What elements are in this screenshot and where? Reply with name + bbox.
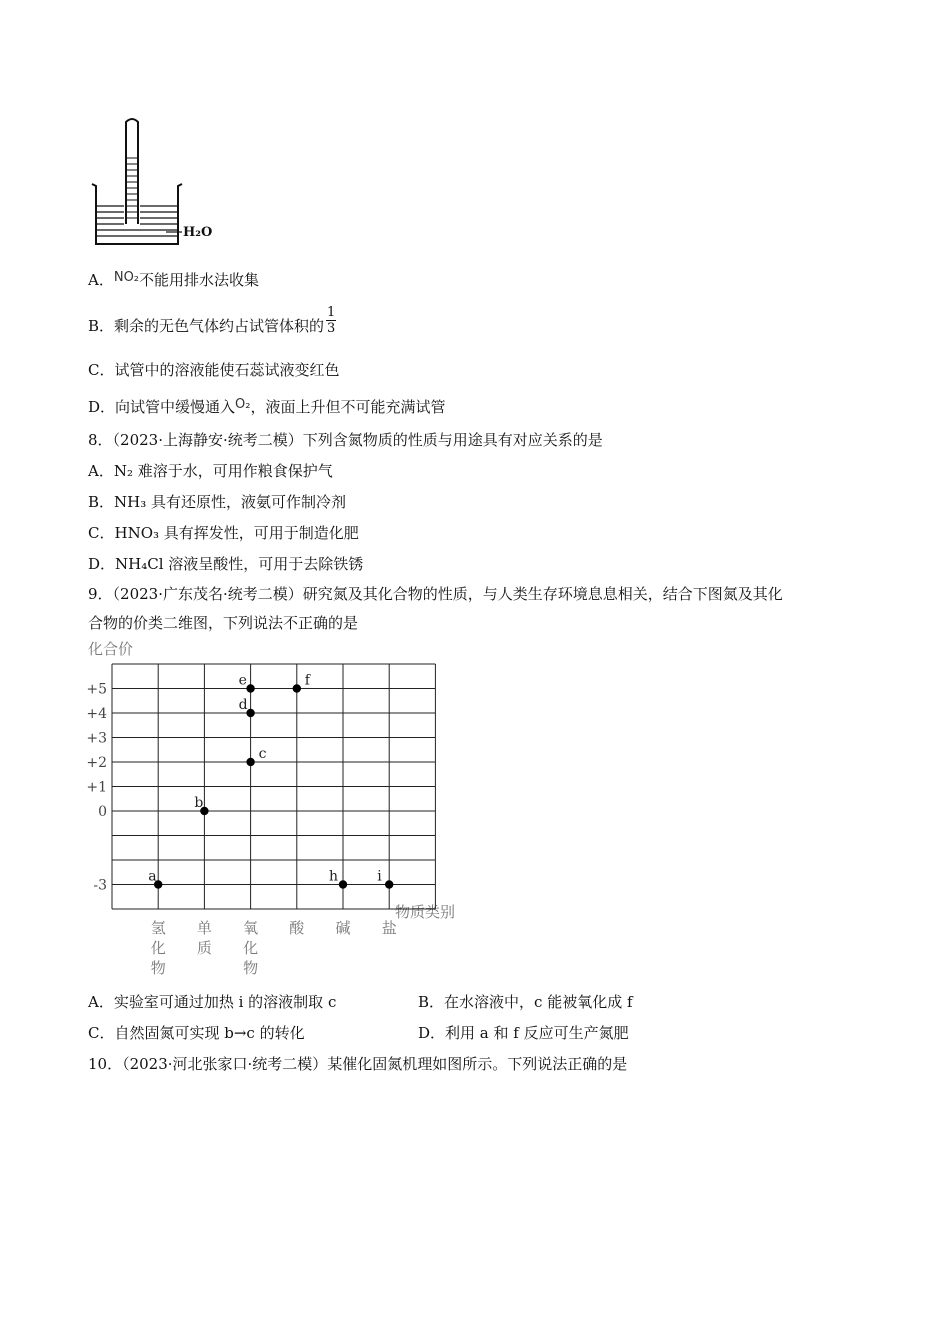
test-tube-beaker-figure — [86, 114, 216, 250]
q9-options-row2 — [88, 1023, 888, 1043]
point-label: h — [329, 868, 339, 885]
q9-stem-line1: 9．（2023·广东茂名·统考二模）研究氮及其化合物的性质，与人类生存环境息息相关，结合下图氮及其化 — [88, 585, 783, 603]
data-point-h — [339, 880, 347, 888]
y-tick-label: -3 — [93, 877, 107, 894]
q8-stem: 8．（2023·上海静安·统考二模）下列含氮物质的性质与用途具有对应关系的是 — [88, 431, 603, 449]
data-point-d — [246, 709, 254, 717]
option-text: 在水溶液中，c 能被氧化成 f — [444, 993, 633, 1011]
q8-option-c — [88, 523, 359, 543]
x-axis-label: 物质类别 — [395, 903, 456, 921]
x-category-label: 碱 — [335, 919, 351, 937]
formula-o2: O₂ — [235, 397, 251, 412]
point-label: c — [258, 746, 267, 762]
x-category-label: 化 — [243, 939, 259, 957]
option-text: 实验室可通过加热 i 的溶液制取 c — [113, 993, 337, 1011]
option-text: NH₃ 具有还原性，液氨可作制冷剂 — [114, 493, 347, 511]
x-category-label: 氧 — [243, 919, 259, 937]
option-letter: A． — [88, 462, 114, 480]
valence-class-chart — [80, 634, 480, 984]
option-text: 向试管中缓慢通入 — [115, 398, 236, 416]
option-letter: A． — [88, 271, 114, 289]
point-label: f — [304, 672, 310, 689]
option-letter: B． — [418, 993, 445, 1011]
x-category-label: 盐 — [381, 919, 397, 937]
q9-option-b — [418, 992, 633, 1012]
data-points — [148, 673, 393, 889]
option-letter: D． — [418, 1024, 446, 1042]
x-category-label: 氢 — [150, 919, 166, 937]
x-category-label: 物 — [150, 959, 166, 977]
x-category-label: 化 — [150, 939, 166, 957]
q7-option-a — [88, 268, 259, 290]
option-letter: B． — [88, 317, 115, 335]
option-letter: C． — [88, 361, 115, 379]
option-text: NH₄Cl 溶液呈酸性，可用于去除铁锈 — [115, 555, 364, 573]
fraction-one-third — [326, 305, 336, 336]
option-letter: C． — [88, 1024, 115, 1042]
x-category-label: 质 — [196, 939, 212, 957]
x-category-labels — [151, 919, 397, 977]
data-point-i — [385, 880, 393, 888]
y-tick-label: 0 — [98, 804, 107, 820]
x-category-label: 单 — [196, 919, 212, 937]
chart-grid — [112, 664, 435, 909]
option-letter: D． — [88, 555, 116, 573]
option-text: 试管中的溶液能使石蕊试液变红色 — [114, 361, 340, 379]
point-label: b — [194, 795, 204, 811]
water-label: H₂O — [183, 225, 213, 240]
q9-option-d — [418, 1023, 629, 1043]
y-axis-label: 化合价 — [88, 640, 134, 658]
point-label: e — [238, 672, 247, 689]
option-text: 不能用排水法收集 — [139, 271, 260, 289]
y-tick-labels — [86, 682, 107, 894]
q9-options-row1 — [88, 992, 888, 1012]
option-text: 自然固氮可实现 b→c 的转化 — [114, 1024, 305, 1042]
option-text: HNO₃ 具有挥发性，可用于制造化肥 — [114, 524, 359, 542]
data-point-f — [293, 684, 301, 692]
point-label: a — [148, 868, 157, 885]
y-tick-label: +1 — [86, 779, 107, 796]
option-text: 利用 a 和 f 反应可生产氮肥 — [445, 1024, 629, 1042]
q8-option-b — [88, 492, 346, 512]
option-text: N₂ 难溶于水，可用作粮食保护气 — [113, 462, 333, 480]
y-tick-label: +2 — [86, 755, 107, 771]
q8-option-a — [88, 461, 333, 481]
y-tick-label: +4 — [86, 706, 107, 722]
q9-stem-line2: 合物的价类二维图，下列说法不正确的是 — [88, 614, 359, 632]
x-category-label: 物 — [243, 959, 259, 977]
y-tick-label: +5 — [86, 681, 107, 698]
q7-option-d — [88, 395, 446, 417]
option-letter: A． — [88, 993, 114, 1011]
formula-no2: NO₂ — [113, 270, 140, 285]
option-text: ，液面上升但不可能充满试管 — [250, 398, 446, 416]
q7-option-c — [88, 360, 340, 380]
q8-option-d — [88, 554, 363, 574]
fraction-numerator: 1 — [327, 304, 336, 320]
option-letter: C． — [88, 524, 115, 542]
fraction-denominator: 3 — [327, 320, 336, 336]
y-tick-label: +3 — [86, 730, 107, 747]
x-category-label: 酸 — [289, 919, 305, 937]
point-label: i — [377, 868, 382, 885]
option-text: 剩余的无色气体约占试管体积的 — [114, 317, 325, 335]
q10-stem: 10．（2023·河北张家口·统考二模）某催化固氮机理如图所示。下列说法正确的是 — [88, 1055, 628, 1073]
point-label: d — [238, 697, 248, 713]
data-point-e — [246, 684, 254, 692]
option-letter: D． — [88, 398, 116, 416]
option-letter: B． — [88, 493, 115, 511]
data-point-c — [246, 758, 254, 766]
q7-option-b — [88, 304, 336, 336]
